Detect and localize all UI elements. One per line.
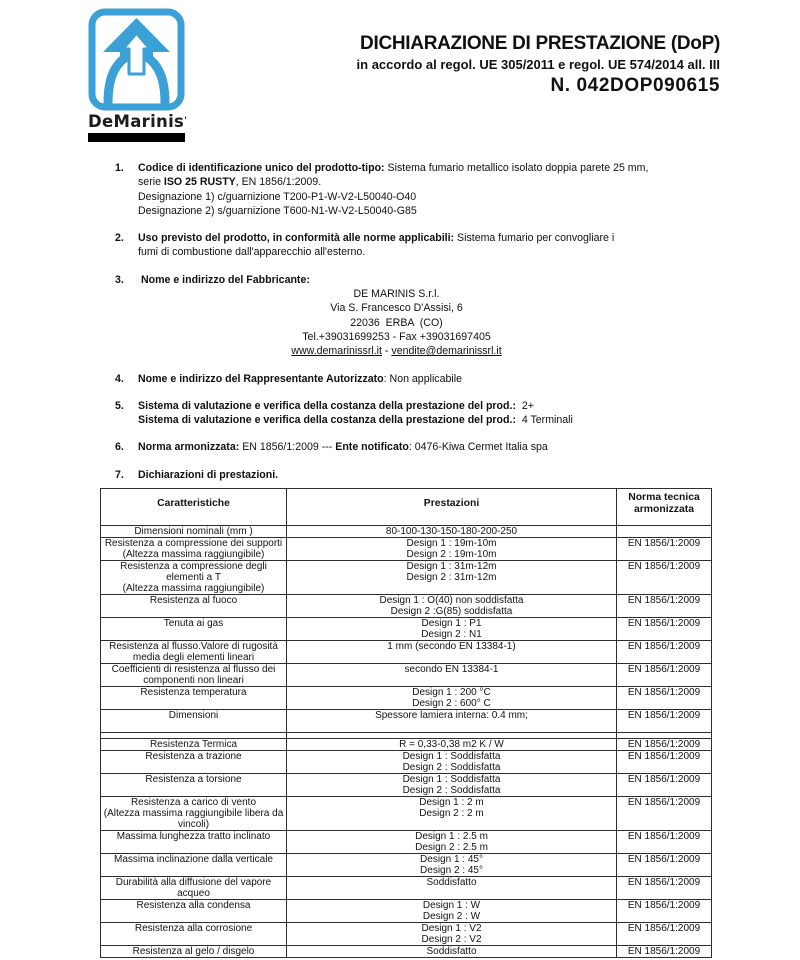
performance-table <box>100 488 712 958</box>
list-item <box>115 468 701 482</box>
item-number: 5. <box>115 399 124 412</box>
table-row <box>101 710 712 733</box>
cell-norma: EN 1856/1:2009 <box>617 687 712 710</box>
table-row <box>101 739 712 751</box>
text-segment: serie <box>138 176 164 189</box>
text-segment: , EN 1856/1:2009. <box>235 176 322 189</box>
table-body <box>101 526 712 958</box>
brand-wordmark: DeMarinis' <box>88 112 188 131</box>
cell-norma: EN 1856/1:2009 <box>617 900 712 923</box>
company-logo <box>88 8 186 142</box>
cell-norma: EN 1856/1:2009 <box>617 710 712 733</box>
table-row <box>101 538 712 561</box>
cell-caratteristiche: Resistenza a compressione dei supporti (Altezza massima raggiungibile) <box>101 538 287 561</box>
text-segment: Designazione 1) c/guarnizione T200-P1-W-V2-L50040-O40 <box>138 190 417 203</box>
table-row <box>101 641 712 664</box>
cell-prestazioni: secondo EN 13384-1 <box>287 664 617 687</box>
text-segment: DE MARINIS S.r.l. <box>353 288 440 301</box>
item-line <box>138 204 701 218</box>
text-segment: Nome e indirizzo del Rappresentante Autorizzato <box>138 372 384 385</box>
table-row <box>101 595 712 618</box>
item-line <box>138 316 701 330</box>
table-row <box>101 687 712 710</box>
item-body <box>138 440 701 454</box>
list-item <box>115 372 701 386</box>
cell-prestazioni: Soddisfatto <box>287 946 617 958</box>
cell-caratteristiche: Massima lunghezza tratto inclinato <box>101 831 287 854</box>
text-segment: Sistema di valutazione e verifica della costanza della prestazione del prod.: <box>138 399 516 412</box>
cell-prestazioni: Design 1 : Soddisfatta Design 2 : Soddisfatta <box>287 774 617 797</box>
cell-caratteristiche: Resistenza al fuoco <box>101 595 287 618</box>
text-segment: fumi di combustione dall'apparecchio all'esterno. <box>138 246 366 259</box>
text-segment: Uso previsto del prodotto, in conformità alle norme applicabili: <box>138 232 455 245</box>
cell-caratteristiche: Resistenza a carico di vento (Altezza massima raggiungibile libera da vincoli) <box>101 797 287 831</box>
cell-prestazioni: Design 1 : 2.5 m Design 2 : 2.5 m <box>287 831 617 854</box>
cell-caratteristiche: Resistenza alla corrosione <box>101 923 287 946</box>
text-segment: 22036 ERBA (CO) <box>350 316 443 329</box>
table-row <box>101 774 712 797</box>
cell-prestazioni: Design 1 : O(40) non soddisfatta Design 2 :G(85) soddisfatta <box>287 595 617 618</box>
cell-prestazioni: R = 0,33-0,38 m2 K / W <box>287 739 617 751</box>
item-body <box>138 372 701 386</box>
cell-norma: EN 1856/1:2009 <box>617 854 712 877</box>
cell-norma: EN 1856/1:2009 <box>617 923 712 946</box>
cell-norma: EN 1856/1:2009 <box>617 561 712 595</box>
cell-prestazioni: Design 1 : P1 Design 2 : N1 <box>287 618 617 641</box>
item-line <box>138 413 701 427</box>
cell-prestazioni: 80-100-130-150-180-200-250 <box>287 526 617 538</box>
item-line <box>138 468 701 482</box>
item-line <box>138 440 701 454</box>
col-header-caratteristiche: Caratteristiche <box>101 489 287 526</box>
cell-caratteristiche: Resistenza alla condensa <box>101 900 287 923</box>
title-block <box>357 33 720 97</box>
cell-norma: EN 1856/1:2009 <box>617 774 712 797</box>
item-line <box>138 245 701 259</box>
item-line <box>138 301 701 315</box>
item-line <box>138 372 701 386</box>
text-segment: Sistema fumario metallico isolato doppia parete 25 mm, <box>384 162 649 174</box>
cell-caratteristiche: Resistenza a torsione <box>101 774 287 797</box>
list-item <box>115 399 701 428</box>
item-line <box>138 161 701 175</box>
text-segment: Ente notificato <box>335 441 409 454</box>
table-header-row <box>101 489 712 526</box>
logo-underline-bar <box>88 133 185 142</box>
text-segment: Tel.+39031699253 - Fax +39031697405 <box>302 330 491 343</box>
item-number: 4. <box>115 372 124 385</box>
cell-caratteristiche: Resistenza temperatura <box>101 687 287 710</box>
document-subtitle: in accordo al regol. UE 305/2011 e regol. UE 574/2014 all. III <box>356 57 720 72</box>
col-header-prestazioni: Prestazioni <box>287 489 617 526</box>
table-head <box>101 489 712 526</box>
cell-norma: EN 1856/1:2009 <box>617 538 712 561</box>
cell-prestazioni: Design 1 : 45° Design 2 : 45° <box>287 854 617 877</box>
table-row <box>101 751 712 774</box>
table-row <box>101 797 712 831</box>
text-segment: 2+ <box>515 399 534 412</box>
item-line <box>138 175 701 189</box>
list-item <box>115 273 701 359</box>
cell-prestazioni: Spessore lamiera interna: 0.4 mm; <box>287 710 617 733</box>
text-segment: EN 1856/1:2009 --- <box>239 441 336 454</box>
text-segment: Via S. Francesco D'Assisi, 6 <box>330 302 463 315</box>
text-segment: Norma armonizzata: <box>138 441 240 454</box>
cell-prestazioni: Soddisfatto <box>287 877 617 900</box>
cell-caratteristiche: Resistenza al gelo / disgelo <box>101 946 287 958</box>
cell-norma: EN 1856/1:2009 <box>617 641 712 664</box>
cell-prestazioni: Design 1 : 31m-12m Design 2 : 31m-12m <box>287 561 617 595</box>
text-segment: 4 Terminali <box>515 414 573 427</box>
cell-prestazioni: Design 1 : V2 Design 2 : V2 <box>287 923 617 946</box>
item-body <box>138 231 701 260</box>
table-row <box>101 854 712 877</box>
cell-caratteristiche: Coefficienti di resistenza al flusso dei componenti non lineari <box>101 664 287 687</box>
cell-norma: EN 1856/1:2009 <box>617 797 712 831</box>
item-body <box>138 468 701 482</box>
item-line <box>138 190 701 204</box>
item-number: 1. <box>115 162 124 174</box>
cell-caratteristiche: Resistenza Termica <box>101 739 287 751</box>
link-text[interactable]: www.demarinissrl.it <box>291 345 382 358</box>
cell-prestazioni: Design 1 : W Design 2 : W <box>287 900 617 923</box>
text-segment: Dichiarazioni di prestazioni. <box>138 468 279 481</box>
cell-prestazioni: Design 1 : 200 °C Design 2 : 600° C <box>287 687 617 710</box>
text-segment: Nome e indirizzo del Fabbricante: <box>138 273 310 286</box>
cell-norma: EN 1856/1:2009 <box>617 595 712 618</box>
cell-caratteristiche: Resistenza al flusso.Valore di rugosità media degli elementi lineari <box>101 641 287 664</box>
cell-caratteristiche: Durabilità alla diffusione del vapore acqueo <box>101 877 287 900</box>
cell-norma: EN 1856/1:2009 <box>617 831 712 854</box>
cell-norma: EN 1856/1:2009 <box>617 739 712 751</box>
item-body <box>138 273 701 359</box>
table-row <box>101 877 712 900</box>
cell-caratteristiche: Massima inclinazione dalla verticale <box>101 854 287 877</box>
table-row <box>101 923 712 946</box>
text-segment: ISO 25 RUSTY <box>163 176 236 189</box>
item-line <box>138 273 701 287</box>
table-row <box>101 664 712 687</box>
list-item <box>115 440 701 454</box>
item-line <box>138 399 701 413</box>
item-body <box>138 399 701 428</box>
text-segment: Designazione 2) s/guarnizione T600-N1-W-V2-L50040-G85 <box>138 204 417 217</box>
list-item <box>115 161 701 218</box>
chimney-logo-icon <box>88 8 186 111</box>
items-list <box>115 161 701 495</box>
cell-prestazioni: Design 1 : 2 m Design 2 : 2 m <box>287 797 617 831</box>
cell-prestazioni: 1 mm (secondo EN 13384-1) <box>287 641 617 664</box>
list-item <box>115 231 701 260</box>
document-title: DICHIARAZIONE DI PRESTAZIONE (DoP) <box>360 33 720 54</box>
item-number: 7. <box>115 468 124 481</box>
cell-caratteristiche: Tenuta ai gas <box>101 618 287 641</box>
item-line <box>138 287 701 301</box>
cell-norma <box>617 526 712 538</box>
link-text[interactable]: vendite@demarinissrl.it <box>391 345 502 358</box>
item-number: 3. <box>115 273 124 286</box>
table-row <box>101 561 712 595</box>
document-number: N. 042DOP090615 <box>550 75 720 96</box>
table-row <box>101 946 712 958</box>
item-line <box>138 330 701 344</box>
cell-caratteristiche: Resistenza a compressione degli elementi a T (Altezza massima raggiungibile) <box>101 561 287 595</box>
item-body <box>138 161 701 218</box>
col-header-norma: Norma tecnica armonizzata <box>617 489 712 526</box>
cell-prestazioni: Design 1 : 19m-10m Design 2 : 19m-10m <box>287 538 617 561</box>
text-segment: : Non applicabile <box>383 372 462 385</box>
item-number: 6. <box>115 441 124 454</box>
cell-norma: EN 1856/1:2009 <box>617 946 712 958</box>
cell-caratteristiche: Dimensioni <box>101 710 287 733</box>
table-row <box>101 831 712 854</box>
item-line <box>138 344 701 358</box>
text-segment: : 0476-Kiwa Cermet Italia spa <box>408 441 548 454</box>
text-segment: - <box>381 345 392 358</box>
table-row <box>101 618 712 641</box>
text-segment: Sistema di valutazione e verifica della costanza della prestazione del prod.: <box>138 414 516 427</box>
cell-norma: EN 1856/1:2009 <box>617 877 712 900</box>
brand-mark: ' <box>184 116 188 126</box>
cell-norma: EN 1856/1:2009 <box>617 664 712 687</box>
text-segment: Sistema fumario per convogliare i <box>454 232 615 245</box>
cell-caratteristiche: Resistenza a trazione <box>101 751 287 774</box>
table-row <box>101 900 712 923</box>
item-number: 2. <box>115 232 124 245</box>
text-segment: Codice di identificazione unico del prodotto-tipo: <box>138 162 385 174</box>
cell-norma: EN 1856/1:2009 <box>617 618 712 641</box>
cell-caratteristiche: Dimensioni nominali (mm ) <box>101 526 287 538</box>
table-row <box>101 526 712 538</box>
cell-prestazioni: Design 1 : Soddisfatta Design 2 : Soddisfatta <box>287 751 617 774</box>
item-line <box>138 231 701 245</box>
cell-norma: EN 1856/1:2009 <box>617 751 712 774</box>
